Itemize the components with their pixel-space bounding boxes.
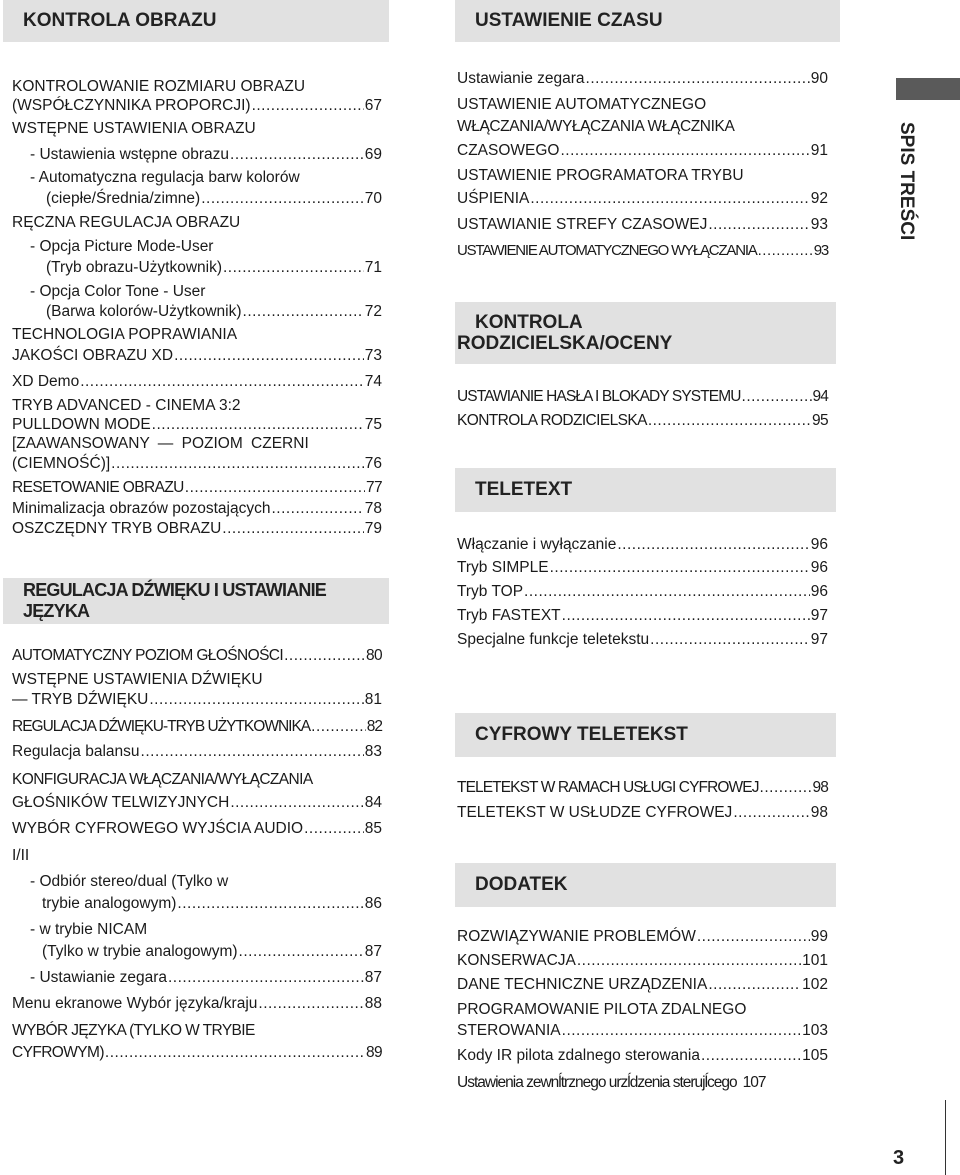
section-title: TELETEXT: [475, 479, 573, 500]
toc-entry[interactable]: - Opcja Color Tone - User: [30, 283, 206, 300]
toc-entry[interactable]: I/II: [12, 847, 30, 864]
page-number: 3: [893, 1147, 905, 1169]
toc-entry[interactable]: trybie analogowym) ..... 86: [12, 894, 382, 914]
toc-entry[interactable]: OSZCZĘDNY TRYB OBRAZU ..... 79: [12, 519, 382, 539]
toc-list-regulacja-dzwieku: [12, 0, 382, 1080]
toc-entry[interactable]: PULLDOWN MODE ..... 75: [12, 415, 382, 435]
toc-entry[interactable]: - Ustawienia wstępne obrazu ..... 69: [12, 145, 382, 165]
toc-entry[interactable]: Regulacja balansu ..... 83: [12, 742, 382, 762]
toc-entry[interactable]: (ciepłe/Średnia/zimne) ..... 70: [12, 189, 382, 209]
toc-entry[interactable]: PROGRAMOWANIE PILOTA ZDALNEGO: [457, 1001, 747, 1018]
toc-entry[interactable]: - Odbiór stereo/dual (Tylko w: [30, 873, 229, 890]
toc-entry[interactable]: GŁOŚNIKÓW TELWIZYJNYCH ..... 84: [12, 793, 382, 813]
toc-entry[interactable]: UŚPIENIA ..... 92: [457, 189, 828, 209]
toc-entry[interactable]: WYBÓR CYFROWEGO WYJŚCIA AUDIO ..... 85: [12, 819, 382, 839]
section-title: DODATEK: [475, 874, 568, 895]
toc-entry[interactable]: - w trybie NICAM: [30, 921, 148, 938]
section-title-line2: RODZICIELSKA/OCENY: [457, 333, 673, 354]
toc-entry[interactable]: AUTOMATYCZNY POZIOM GŁOŚNOŚCI ..... 80: [12, 646, 382, 666]
toc-entry[interactable]: ROZWIĄZYWANIE PROBLEMÓW ..... 99: [457, 927, 828, 947]
toc-entry[interactable]: - Automatyczna regulacja barw kolorów: [30, 169, 300, 186]
toc-entry[interactable]: Tryb TOP ..... 96: [457, 582, 828, 602]
toc-entry[interactable]: DANE TECHNICZNE URZĄDZENIA ..... 102: [457, 975, 828, 995]
toc-entry[interactable]: KONFIGURACJA WŁĄCZANIA/WYŁĄCZANIA: [12, 771, 313, 788]
toc-list-dodatek: [457, 0, 828, 1100]
toc-entry[interactable]: TELETEKST W USŁUDZE CYFROWEJ ..... 98: [457, 803, 828, 823]
toc-entry[interactable]: TRYB ADVANCED - CINEMA 3:2: [12, 397, 241, 414]
side-label: [880, 122, 932, 262]
toc-entry[interactable]: - Opcja Picture Mode-User: [30, 238, 214, 255]
toc-entry[interactable]: RESETOWANIE OBRAZU ..... 77: [12, 478, 382, 498]
toc-entry[interactable]: Ustawianie zegara ..... 90: [457, 69, 828, 89]
toc-entry[interactable]: Tryb FASTEXT ..... 97: [457, 606, 828, 626]
toc-entry[interactable]: Kody IR pilota zdalnego sterowania ..... 105: [457, 1046, 828, 1066]
toc-entry[interactable]: TECHNOLOGIA POPRAWIANIA: [12, 326, 238, 343]
toc-entry[interactable]: (Tylko w trybie analogowym) ..... 87: [12, 942, 382, 962]
toc-entry[interactable]: USTAWIANIE STREFY CZASOWEJ ..... 93: [457, 215, 828, 235]
section-title: REGULACJA DŹWIĘKU I USTAWIANIE JĘZYKA: [23, 580, 326, 621]
toc-entry[interactable]: USTAWIENIE AUTOMATYCZNEGO WYŁĄCZANIA ..... 93: [457, 241, 828, 261]
section-title-line1: KONTROLA: [475, 312, 583, 333]
toc-entry[interactable]: WSTĘPNE USTAWIENIA DŹWIĘKU: [12, 671, 263, 688]
toc-entry[interactable]: CYFROWYM) ..... 89: [12, 1043, 382, 1063]
section-title: USTAWIENIE CZASU: [475, 10, 663, 31]
toc-entry[interactable]: CZASOWEGO ..... 91: [457, 141, 828, 161]
side-label-text: SPIS TREŚCI: [896, 122, 917, 241]
section-title: CYFROWY TELETEKST: [475, 724, 688, 745]
footer-rule: [945, 1100, 946, 1175]
toc-entry[interactable]: (Barwa kolorów-Użytkownik) ..... 72: [12, 302, 382, 322]
toc-entry[interactable]: Menu ekranowe Wybór języka/kraju ..... 88: [12, 994, 382, 1014]
toc-entry[interactable]: WŁĄCZANIA/WYŁĄCZANIA WŁĄCZNIKA: [457, 118, 735, 135]
toc-entry[interactable]: - Ustawianie zegara ..... 87: [12, 968, 382, 988]
toc-entry[interactable]: [ZAAWANSOWANY — POZIOM CZERNI: [12, 435, 309, 452]
toc-entry[interactable]: USTAWIENIE PROGRAMATORA TRYBU: [457, 167, 744, 184]
toc-entry[interactable]: (Tryb obrazu-Użytkownik) ..... 71: [12, 258, 382, 278]
toc-entry[interactable]: Specjalne funkcje teletekstu ..... 97: [457, 630, 828, 650]
toc-entry[interactable]: Włączanie i wyłączanie ..... 96: [457, 535, 828, 555]
toc-entry[interactable]: STEROWANIA ..... 103: [457, 1021, 828, 1041]
toc-entry[interactable]: USTAWIANIE HASŁA I BLOKADY SYSTEMU ..... 94: [457, 387, 828, 407]
toc-entry[interactable]: (CIEMNOŚĆ)] ..... 76: [12, 454, 382, 474]
toc-entry[interactable]: TELETEKST W RAMACH USŁUGI CYFROWEJ ..... 98: [457, 778, 828, 798]
toc-entry[interactable]: KONTROLA RODZICIELSKA ..... 95: [457, 411, 828, 431]
side-tab-marker: [896, 78, 960, 100]
toc-entry[interactable]: RĘCZNA REGULACJA OBRAZU: [12, 214, 241, 231]
toc-entry[interactable]: WYBÓR JĘZYKA (TYLKO W TRYBIE: [12, 1022, 255, 1039]
toc-entry[interactable]: KONTROLOWANIE ROZMIARU OBRAZU: [12, 78, 306, 95]
toc-entry[interactable]: XD Demo ..... 74: [12, 372, 382, 392]
toc-entry[interactable]: JAKOŚCI OBRAZU XD ..... 73: [12, 346, 382, 366]
toc-entry[interactable]: Tryb SIMPLE ..... 96: [457, 558, 828, 578]
toc-entry[interactable]: — TRYB DŹWIĘKU ..... 81: [12, 690, 382, 710]
toc-entry[interactable]: WSTĘPNE USTAWIENIA OBRAZU: [12, 120, 256, 137]
toc-entry[interactable]: USTAWIENIE AUTOMATYCZNEGO: [457, 96, 707, 113]
toc-entry[interactable]: Ustawienia zewnĺtrznego urzĺdzenia sterujĺcego 107: [457, 1074, 766, 1091]
toc-entry[interactable]: Minimalizacja obrazów pozostających ..... 78: [12, 499, 382, 519]
section-title: KONTROLA OBRAZU: [23, 10, 217, 31]
toc-entry[interactable]: REGULACJA DŹWIĘKU-TRYB UŻYTKOWNIKA ..... 82: [12, 717, 382, 737]
toc-entry[interactable]: KONSERWACJA ..... 101: [457, 951, 828, 971]
toc-entry[interactable]: (WSPÓŁCZYNNIKA PROPORCJI) ..... 67: [12, 96, 382, 116]
